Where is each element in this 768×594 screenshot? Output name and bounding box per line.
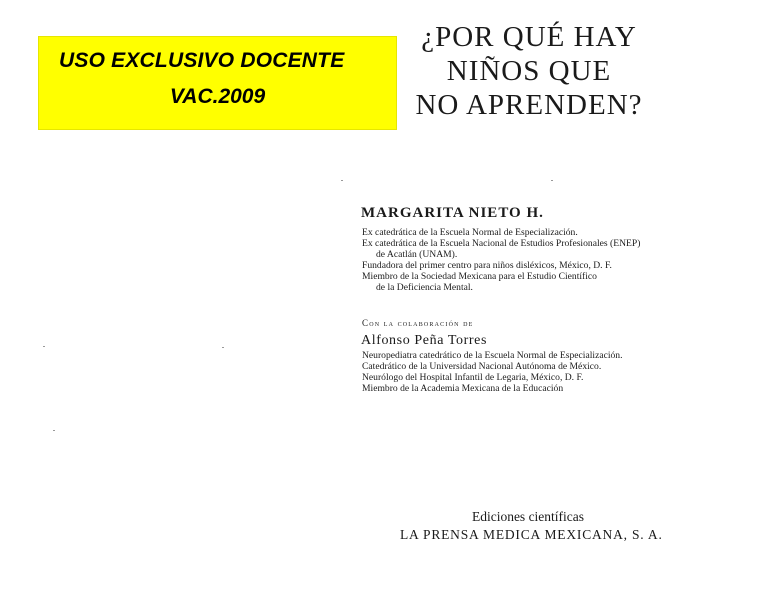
publisher-block — [400, 509, 663, 545]
title-line-3: NO APRENDEN? — [415, 89, 643, 121]
scan-speck — [53, 430, 55, 431]
collaborator-credentials — [362, 350, 623, 394]
publisher-line-2: LA PRENSA MEDICA MEXICANA, S. A. — [400, 527, 663, 542]
author-credentials — [362, 227, 640, 293]
author-credential: Ex catedrática de la Escuela Normal de Especialización. — [362, 227, 578, 238]
stamp-line-1: USO EXCLUSIVO DOCENTE — [59, 49, 345, 72]
publisher-line-1: Ediciones científicas — [471, 509, 585, 524]
collaborator-name: Alfonso Peña Torres — [361, 333, 488, 348]
collaboration-label: Con la colaboración de — [362, 318, 474, 328]
author-credential: Ex catedrática de la Escuela Nacional de Estudios Profesionales (ENEP) — [362, 238, 641, 249]
book-title — [396, 20, 662, 122]
collaborator-credential: Catedrático de la Universidad Nacional Autónoma de México. — [362, 361, 602, 372]
scan-speck — [551, 180, 553, 181]
author-credential: Fundadora del primer centro para niños disléxicos, México, D. F. — [362, 260, 612, 271]
collaborator-credential: Neurólogo del Hospital Infantil de Legaria, México, D. F. — [362, 372, 584, 383]
collaborator-credential: Neuropediatra catedrático de la Escuela Normal de Especialización. — [362, 350, 623, 361]
author-credential: de la Deficiencia Mental. — [376, 282, 473, 293]
scan-speck — [222, 347, 224, 348]
title-line-1: ¿POR QUÉ HAY — [421, 21, 637, 53]
collaborator-credential: Miembro de la Academia Mexicana de la Educación — [362, 383, 564, 394]
scan-speck — [341, 180, 343, 181]
author-credential: de Acatlán (UNAM). — [376, 249, 458, 260]
docente-stamp — [38, 36, 397, 130]
title-line-2: NIÑOS QUE — [446, 55, 612, 87]
scan-speck — [43, 346, 45, 347]
author-name: MARGARITA NIETO H. — [361, 205, 544, 221]
stamp-line-2: VAC.2009 — [169, 85, 266, 108]
author-credential: Miembro de la Sociedad Mexicana para el Estudio Científico — [362, 271, 597, 282]
